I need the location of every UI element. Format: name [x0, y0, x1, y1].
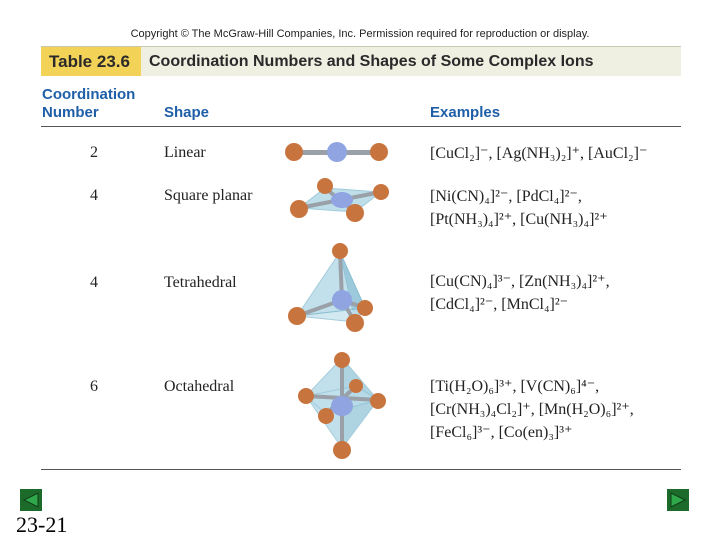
octahedral-molecule-diagram [290, 350, 390, 462]
slide-number: 23-21 [16, 512, 68, 537]
row-2-number: 4 [90, 187, 98, 204]
linear-molecule-diagram [282, 136, 392, 168]
row-1-example-line-1: [CuCl₂]⁻, [Ag(NH₃)₂]⁺, [AuCl₂]⁻ [430, 145, 648, 162]
header-coordination-line1: Coordination [42, 86, 136, 103]
row-3-shape: Tetrahedral [164, 274, 237, 291]
row-4-example-line-1: [Ti(H₂O)₆]³⁺, [V(CN)₆]⁴⁻, [430, 378, 600, 395]
row-2-shape: Square planar [164, 187, 253, 204]
row-4-shape: Octahedral [164, 378, 235, 395]
triangle-left-icon [20, 489, 42, 511]
square-planar-molecule-diagram [285, 176, 395, 224]
row-1-number: 2 [90, 144, 98, 161]
row-1-examples [430, 142, 647, 165]
previous-slide-button[interactable] [20, 489, 42, 511]
row-2-example-line-2: [Pt(NH₃)₄]²⁺, [Cu(NH₃)₄]²⁺ [430, 211, 608, 228]
row-2-example-line-1: [Ni(CN)₄]²⁻, [PdCl₄]²⁻, [430, 188, 582, 205]
row-3-examples [430, 270, 610, 316]
header-rule [41, 126, 681, 127]
row-3-number: 4 [90, 274, 98, 291]
header-shape: Shape [164, 104, 210, 121]
tetrahedral-molecule-diagram [283, 240, 383, 336]
row-4-number: 6 [90, 378, 98, 395]
row-4-examples [430, 375, 634, 444]
row-4-example-line-2: [Cr(NH₃)₄Cl₂]⁺, [Mn(H₂O)₆]²⁺, [430, 401, 634, 418]
header-examples: Examples [430, 104, 501, 121]
bottom-rule [41, 469, 681, 470]
row-3-example-line-2: [CdCl₄]²⁻, [MnCl₄]²⁻ [430, 296, 569, 313]
header-coordination-line2: Number [42, 104, 99, 121]
table-number: Table 23.6 [41, 47, 141, 76]
row-4-example-line-3: [FeCl₆]³⁻, [Co(en)₃]³⁺ [430, 424, 573, 441]
table-title: Coordination Numbers and Shapes of Some Complex Ions [149, 53, 594, 70]
row-3-example-line-1: [Cu(CN)₄]³⁻, [Zn(NH₃)₄]²⁺, [430, 273, 610, 290]
row-2-examples [430, 185, 608, 231]
copyright-notice: Copyright © The McGraw-Hill Companies, Inc. Permission required for reproduction or display. [130, 28, 590, 40]
next-slide-button[interactable] [667, 489, 689, 511]
row-1-shape: Linear [164, 144, 206, 161]
triangle-right-icon [667, 489, 689, 511]
header-coordination-number [42, 86, 135, 122]
table-title-bar [41, 46, 681, 76]
